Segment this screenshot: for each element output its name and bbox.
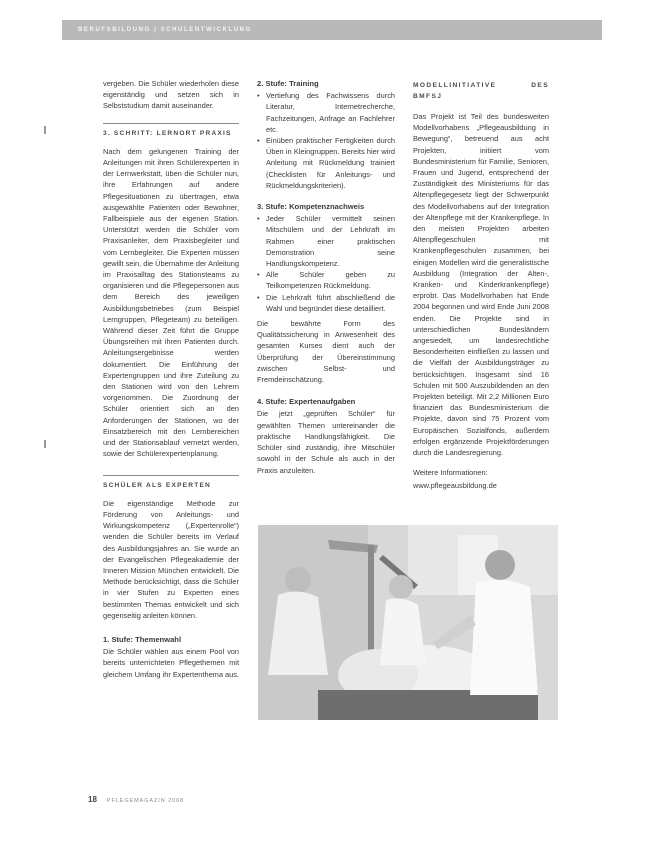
list-item: • Die Lehrkraft führt abschließend die Wahl und begründet diese detailliert. bbox=[257, 292, 395, 314]
stage-3-heading: 3. Stufe: Kompetenznachweis bbox=[257, 202, 365, 212]
section-header-bar bbox=[62, 20, 602, 40]
stage-3-list bbox=[257, 213, 395, 314]
more-info-label: Weitere Informationen: bbox=[413, 468, 488, 478]
intro-text: vergeben. Die Schüler wiederholen diese eigenständig und setzen sich in Selbststudium damit auseinander. bbox=[103, 79, 239, 111]
list-item: • Alle Schüler geben zu Teilkompetenzen Rückmeldung. bbox=[257, 269, 395, 291]
page-footer bbox=[88, 795, 184, 804]
photo-illustration bbox=[258, 525, 558, 720]
info-url-link[interactable]: www.pflegeausbildung.de bbox=[413, 480, 497, 490]
stage-4-text: Die jetzt „geprüften Schüler“ für gewählten Themen untereinander die praktische Handlungsfähigkeit. Die Schüler sind zuständig, ihre Mitschüler sowohl in der Schule als auch in der Praxis anzuleiten. bbox=[257, 409, 395, 475]
stage-1-heading: 1. Stufe: Themenwahl bbox=[103, 634, 182, 644]
column-3 bbox=[413, 78, 549, 492]
modellinitiative-text: Das Projekt ist Teil des bundesweiten Modellvorhabens „Pflegeausbildung in Bewegung“, betreuend aus acht Projekten, initiiert vom Bundesministerium für Familie, Senioren, Frauen und Jugend, entsprechend der Zuständigkeit des Ministeriums für das Altenpflegegesetz liegt der Schwerpunkt des Modellvorhabens auf der Integration der Altenpflege mit der Krankenpflege. In den meisten Projekten arbeiten Altenpflegeschulen mit Krankenpflegeschulen zusammen, bei einigen Modellen wird die generalistische Ausbildung (Integration der Alten-, Kranken- und Kinderkrankenpflege) erprobt. Das Modellvorhaben hat Ende 2004 begonnen und wird Ende Juni 2008 enden. Die Projekte sind in unterschiedlichen Bundesländern angesiedelt, um landesrechtliche Besonderheiten einfließen zu lassen und die Vielfalt der Ausbildungsträger zu berücksichtigen. Insgesamt sind 16 Schulen mit 500 Auszubildenden an den Projekten beteiligt. Mit 2,2 Millionen Euro finanziert das Bundesministerium die Projekte, davon sind 75 Prozent vom Europäischen Sozialfonds, außerdem erfolgen ergänzende Projektförderungen durch die Landesregierung. bbox=[413, 112, 549, 458]
stage-1-text: Die Schüler wählen aus einem Pool von bereits unterrichteten Pflegethemen mit gleichem Umfang ihr Expertenthema aus. bbox=[103, 647, 239, 679]
list-item: • Jeder Schüler vermittelt seinen Mitschülern und der Lehrkraft im Rahmen einer praktischen Demonstration seine Handlungskompetenz. bbox=[257, 213, 395, 269]
stage-3-text: Die bewährte Form des Qualitätssicherung in Anwesenheit des gesamten Kurses dient auch der Überprüfung der Übereinstimmung zwischen Selbst- und Fremdeinschätzung. bbox=[257, 319, 395, 385]
column-1 bbox=[103, 78, 239, 681]
lernort-praxis-text: Nach dem gelungenen Training der Anleitungen mit ihren Schülerexperten in der Lernwerkstatt, üben die Schüler nun, ihre Erfahrungen auf andere Pflegesituationen zu übertragen, etwa ausgewählte Patienten oder Bewohner, Fallbeispiele aus der eigenen Station. Unterstützt werden die Schüler vom Praxisanleiter, dem Praxisbegleiter und vom Lernbegleiter. Die Experten müssen gewillt sein, die Übernahme der Anleitung im Praxisalltag des Stationsteams zu organisieren und die Pflegepersonen aus dem Bereich des jeweiligen Ausbildungsbetriebes (zum Beispiel Lerngruppen, Pflegeteam) zu beteiligen. Während dieser Zeit führt die Gruppe Übungsreihen mit ihren Patienten durch. Anleitungsergebnisse werden dokumentiert. Die Einführung der Expertengruppen und ihre Zuteilung zu den Stationen wird von den Lehrern vorgenommen. Die Zuordnung der Schüler orientiert sich an den Anforderungen der Stationen, wo der Einsatzbereich mit den Lernbereichen und der Stationsablauf vernetzt werden, sowie der Schülerexpertenplanung. bbox=[103, 146, 239, 459]
modellinitiative-heading: MODELLINITIATIVE DES BMFSJ bbox=[413, 82, 549, 100]
column-2 bbox=[257, 78, 395, 477]
schueler-experten-text: Die eigenständige Methode zur Förderung von Anleitungs- und Wirkungskompetenz („Expertenrolle“) wenden die Schüler bereits im Verlauf des Ausbildungsjahres an. Sie wurde an der Evangelischen Pflegeakademie der Inneren Mission München entwickelt. Die Methode berücksichtigt, dass die Schüler in vier Stufen zu Experten eines bestimmten Themas entwickelt und sich gegenseitig anleiten können. bbox=[103, 498, 239, 620]
margin-mark bbox=[44, 440, 46, 448]
section-heading-schueler-experten: SCHÜLER ALS EXPERTEN bbox=[103, 475, 239, 491]
stage-2-list bbox=[257, 90, 395, 191]
stage-4-heading: 4. Stufe: Expertenaufgaben bbox=[257, 397, 356, 407]
section-heading-lernort-praxis: 3. SCHRITT: LERNORT PRAXIS bbox=[103, 123, 239, 139]
list-item: • Vertiefung des Fachwissens durch Literatur, Internetrecherche, Fachzeitungen, Anfrage an Fachlehrer etc. bbox=[257, 90, 395, 135]
margin-mark bbox=[44, 126, 46, 134]
nursing-care-photo bbox=[258, 525, 558, 720]
section-label: BERUFSBILDUNG | SCHULENTWICKLUNG bbox=[78, 27, 252, 33]
list-item: • Einüben praktischer Fertigkeiten durch Üben in Kleingruppen. Bereits hier wird Anleitung mit Rückmeldung trainiert (Checklisten für Anleitungs- und Rückmeldungskriterien). bbox=[257, 135, 395, 191]
page-number: 18 bbox=[88, 795, 97, 804]
stage-2-heading: 2. Stufe: Training bbox=[257, 79, 319, 88]
magazine-name: PFLEGEMAGAZIN 2008 bbox=[106, 798, 185, 804]
